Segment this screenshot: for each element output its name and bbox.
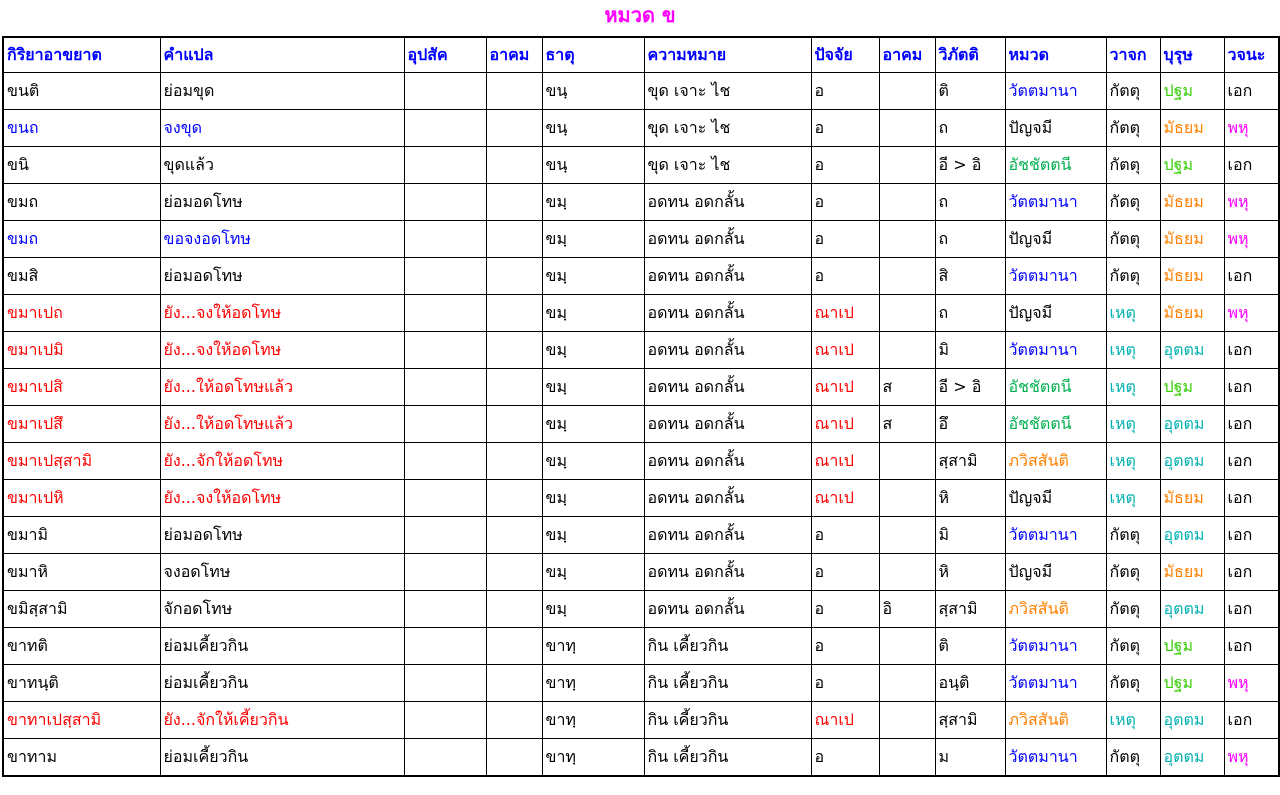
column-header: วิภัตติ — [935, 37, 1005, 73]
table-cell: หิ — [935, 554, 1005, 591]
table-cell: อ — [811, 184, 879, 221]
table-cell: ขนฺ — [542, 73, 644, 110]
table-cell: มัธยม — [1160, 221, 1224, 258]
table-cell — [486, 184, 542, 221]
table-cell: อ — [811, 517, 879, 554]
table-cell — [404, 443, 486, 480]
table-cell: จงขุด — [160, 110, 404, 147]
table-cell: พหุ — [1224, 110, 1279, 147]
table-cell: อดทน อดกลั้น — [644, 517, 811, 554]
table-cell: ภวิสสันติ — [1005, 443, 1106, 480]
table-cell — [879, 110, 935, 147]
table-cell: ยัง...จงให้อดโทษ — [160, 295, 404, 332]
table-cell: อัชชัตตนี — [1005, 369, 1106, 406]
table-cell: สฺสามิ — [935, 443, 1005, 480]
table-cell: ย่อมอดโทษ — [160, 184, 404, 221]
table-cell: กัตตุ — [1106, 258, 1160, 295]
table-cell: ยัง...ให้อดโทษแล้ว — [160, 369, 404, 406]
table-cell: ปฐม — [1160, 628, 1224, 665]
table-cell: อ — [811, 73, 879, 110]
table-cell: ปัญจมี — [1005, 295, 1106, 332]
table-cell: มิ — [935, 332, 1005, 369]
table-cell: กิน เคี้ยวกิน — [644, 702, 811, 739]
table-cell: ขุด เจาะ ไช — [644, 147, 811, 184]
table-cell: ณาเป — [811, 443, 879, 480]
column-header: วาจก — [1106, 37, 1160, 73]
table-cell — [879, 295, 935, 332]
table-cell: ขุด เจาะ ไช — [644, 110, 811, 147]
table-cell — [404, 628, 486, 665]
table-cell: สฺสามิ — [935, 702, 1005, 739]
table-cell: กัตตุ — [1106, 73, 1160, 110]
column-header: อาคม — [879, 37, 935, 73]
table-cell — [879, 739, 935, 777]
table-cell: ขมสิ — [3, 258, 160, 295]
table-cell — [486, 258, 542, 295]
table-cell: อดทน อดกลั้น — [644, 258, 811, 295]
table-cell — [404, 110, 486, 147]
table-row — [3, 258, 1279, 295]
column-header: ความหมาย — [644, 37, 811, 73]
table-cell: ย่อมอดโทษ — [160, 258, 404, 295]
table-cell — [486, 665, 542, 702]
table-cell: อดทน อดกลั้น — [644, 332, 811, 369]
table-cell — [879, 147, 935, 184]
table-cell — [486, 702, 542, 739]
table-cell: กัตตุ — [1106, 554, 1160, 591]
table-cell: สิ — [935, 258, 1005, 295]
table-cell — [404, 702, 486, 739]
table-cell — [486, 554, 542, 591]
table-row — [3, 184, 1279, 221]
table-cell: อนฺติ — [935, 665, 1005, 702]
table-cell: ณาเป — [811, 480, 879, 517]
table-cell — [486, 443, 542, 480]
table-cell: ณาเป — [811, 369, 879, 406]
table-cell: วัตตมานา — [1005, 517, 1106, 554]
table-cell: ภวิสสันติ — [1005, 591, 1106, 628]
table-cell: อุตตม — [1160, 702, 1224, 739]
table-row — [3, 369, 1279, 406]
table-cell: เหตุ — [1106, 406, 1160, 443]
table-cell: ยัง...จักให้เคี้ยวกิน — [160, 702, 404, 739]
table-cell: อ — [811, 110, 879, 147]
table-cell — [879, 554, 935, 591]
table-cell: ปฐม — [1160, 147, 1224, 184]
table-cell: ปฐม — [1160, 73, 1224, 110]
table-cell: ปัญจมี — [1005, 110, 1106, 147]
table-cell — [404, 147, 486, 184]
table-cell: อี > อิ — [935, 369, 1005, 406]
table-cell: ขมฺ — [542, 332, 644, 369]
table-cell: เอก — [1224, 258, 1279, 295]
table-cell: เอก — [1224, 702, 1279, 739]
table-cell: กัตตุ — [1106, 184, 1160, 221]
table-cell: ขมาเปมิ — [3, 332, 160, 369]
table-cell — [404, 554, 486, 591]
table-cell: ขาทนฺติ — [3, 665, 160, 702]
table-cell: สฺสามิ — [935, 591, 1005, 628]
table-cell: ยัง...จักให้อดโทษ — [160, 443, 404, 480]
table-cell: ขาทฺ — [542, 665, 644, 702]
table-cell: ขุดแล้ว — [160, 147, 404, 184]
table-cell — [404, 258, 486, 295]
table-cell — [486, 221, 542, 258]
table-cell: ขนถ — [3, 110, 160, 147]
table-cell: เอก — [1224, 73, 1279, 110]
table-cell: มัธยม — [1160, 258, 1224, 295]
table-cell — [486, 369, 542, 406]
table-cell: ขมถ — [3, 221, 160, 258]
table-cell: ขมฺ — [542, 369, 644, 406]
table-cell — [486, 739, 542, 777]
table-cell — [879, 517, 935, 554]
table-cell — [486, 332, 542, 369]
table-cell: กัตตุ — [1106, 739, 1160, 777]
table-cell: เอก — [1224, 147, 1279, 184]
table-cell: อึ — [935, 406, 1005, 443]
table-cell — [404, 517, 486, 554]
table-cell — [486, 517, 542, 554]
table-row — [3, 702, 1279, 739]
table-cell: กัตตุ — [1106, 517, 1160, 554]
table-cell: วัตตมานา — [1005, 73, 1106, 110]
table-cell: ขมาเปสฺสามิ — [3, 443, 160, 480]
table-cell: อุตตม — [1160, 517, 1224, 554]
table-cell: วัตตมานา — [1005, 665, 1106, 702]
table-cell — [486, 110, 542, 147]
table-cell: เอก — [1224, 332, 1279, 369]
table-cell — [879, 221, 935, 258]
table-cell: อดทน อดกลั้น — [644, 184, 811, 221]
table-cell: ขมฺ — [542, 184, 644, 221]
table-row — [3, 665, 1279, 702]
column-header: บุรุษ — [1160, 37, 1224, 73]
table-cell: พหุ — [1224, 739, 1279, 777]
table-cell: มัธยม — [1160, 110, 1224, 147]
table-cell: เหตุ — [1106, 332, 1160, 369]
table-cell: ย่อมเคี้ยวกิน — [160, 739, 404, 777]
table-cell: ขมาหิ — [3, 554, 160, 591]
table-cell — [879, 628, 935, 665]
table-cell: พหุ — [1224, 665, 1279, 702]
table-cell — [486, 295, 542, 332]
table-cell — [486, 480, 542, 517]
table-cell: เอก — [1224, 517, 1279, 554]
table-cell: มัธยม — [1160, 184, 1224, 221]
table-cell — [879, 665, 935, 702]
table-cell: ณาเป — [811, 295, 879, 332]
column-header: หมวด — [1005, 37, 1106, 73]
table-cell — [486, 628, 542, 665]
table-cell: ยัง...จงให้อดโทษ — [160, 332, 404, 369]
table-cell: อ — [811, 665, 879, 702]
table-cell: วัตตมานา — [1005, 184, 1106, 221]
table-cell: ติ — [935, 73, 1005, 110]
table-cell: ขมาเปสึ — [3, 406, 160, 443]
table-cell: ยัง...ให้อดโทษแล้ว — [160, 406, 404, 443]
table-cell — [486, 591, 542, 628]
table-cell: ม — [935, 739, 1005, 777]
table-cell: อดทน อดกลั้น — [644, 369, 811, 406]
table-row — [3, 628, 1279, 665]
table-cell: เอก — [1224, 591, 1279, 628]
table-cell: มัธยม — [1160, 480, 1224, 517]
table-cell: มิ — [935, 517, 1005, 554]
table-cell: อัชชัตตนี — [1005, 406, 1106, 443]
table-cell: ภวิสสันติ — [1005, 702, 1106, 739]
table-cell: ยัง...จงให้อดโทษ — [160, 480, 404, 517]
table-cell: อ — [811, 221, 879, 258]
table-row — [3, 554, 1279, 591]
table-row — [3, 591, 1279, 628]
page-title: หมวด ข — [604, 3, 676, 27]
table-cell — [879, 258, 935, 295]
table-cell: ย่อมอดโทษ — [160, 517, 404, 554]
table-cell: กิน เคี้ยวกิน — [644, 628, 811, 665]
table-cell: อดทน อดกลั้น — [644, 406, 811, 443]
table-cell — [404, 665, 486, 702]
table-cell: มัธยม — [1160, 554, 1224, 591]
table-cell: ณาเป — [811, 406, 879, 443]
table-cell: วัตตมานา — [1005, 739, 1106, 777]
table-cell: มัธยม — [1160, 295, 1224, 332]
table-cell: เอก — [1224, 554, 1279, 591]
column-header: อุปสัค — [404, 37, 486, 73]
table-cell: อดทน อดกลั้น — [644, 443, 811, 480]
table-row — [3, 480, 1279, 517]
table-cell: ขมฺ — [542, 295, 644, 332]
table-cell: เหตุ — [1106, 443, 1160, 480]
table-cell: ขาทฺ — [542, 628, 644, 665]
table-cell: อุตตม — [1160, 406, 1224, 443]
table-cell: ขมฺ — [542, 443, 644, 480]
table-cell: ปัญจมี — [1005, 221, 1106, 258]
table-cell: ขมฺ — [542, 591, 644, 628]
table-cell: อ — [811, 554, 879, 591]
table-cell: ขมฺ — [542, 480, 644, 517]
table-body — [3, 73, 1279, 777]
table-cell: ขมามิ — [3, 517, 160, 554]
table-cell: เอก — [1224, 480, 1279, 517]
table-cell: เหตุ — [1106, 369, 1160, 406]
table-cell — [404, 73, 486, 110]
table-cell: อุตตม — [1160, 332, 1224, 369]
table-cell — [404, 221, 486, 258]
table-cell: ขาทฺ — [542, 739, 644, 777]
table-cell: อี > อิ — [935, 147, 1005, 184]
table-cell: กัตตุ — [1106, 628, 1160, 665]
table-cell: ย่อมเคี้ยวกิน — [160, 628, 404, 665]
table-row — [3, 73, 1279, 110]
table-cell: กิน เคี้ยวกิน — [644, 665, 811, 702]
table-cell: อดทน อดกลั้น — [644, 221, 811, 258]
table-cell: ปัญจมี — [1005, 480, 1106, 517]
table-cell: ย่อมเคี้ยวกิน — [160, 665, 404, 702]
table-cell — [879, 73, 935, 110]
table-cell: เหตุ — [1106, 702, 1160, 739]
table-cell: ขาทติ — [3, 628, 160, 665]
table-cell: ถ — [935, 221, 1005, 258]
table-cell — [879, 480, 935, 517]
table-cell: พหุ — [1224, 221, 1279, 258]
table-cell: ขนิ — [3, 147, 160, 184]
table-cell — [404, 480, 486, 517]
table-cell — [879, 332, 935, 369]
table-cell: ขมฺ — [542, 221, 644, 258]
table-cell: ขาทาม — [3, 739, 160, 777]
column-header: อาคม — [486, 37, 542, 73]
table-cell: ส — [879, 406, 935, 443]
table-cell: อัชชัตตนี — [1005, 147, 1106, 184]
table-cell — [404, 184, 486, 221]
table-cell: ขมิสฺสามิ — [3, 591, 160, 628]
table-row — [3, 406, 1279, 443]
table-cell: เอก — [1224, 443, 1279, 480]
table-cell: พหุ — [1224, 184, 1279, 221]
table-cell: ขนฺ — [542, 147, 644, 184]
table-cell: ขนติ — [3, 73, 160, 110]
header-row — [3, 37, 1279, 73]
table-cell — [879, 184, 935, 221]
table-cell — [486, 406, 542, 443]
table-cell: ปฐม — [1160, 369, 1224, 406]
column-header: กิริยาอาขยาต — [3, 37, 160, 73]
table-cell: ขมาเปถ — [3, 295, 160, 332]
table-cell — [404, 406, 486, 443]
column-header: วจนะ — [1224, 37, 1279, 73]
table-row — [3, 295, 1279, 332]
table-cell: ส — [879, 369, 935, 406]
table-row — [3, 517, 1279, 554]
table-cell: อุตตม — [1160, 591, 1224, 628]
table-cell: กัตตุ — [1106, 221, 1160, 258]
table-cell: จักอดโทษ — [160, 591, 404, 628]
table-cell: ถ — [935, 184, 1005, 221]
table-cell: ขมฺ — [542, 406, 644, 443]
table-cell: อ — [811, 739, 879, 777]
table-cell: เอก — [1224, 369, 1279, 406]
table-cell: อดทน อดกลั้น — [644, 295, 811, 332]
table-cell — [404, 739, 486, 777]
table-cell — [879, 443, 935, 480]
table-cell: ปัญจมี — [1005, 554, 1106, 591]
column-header: ปัจจัย — [811, 37, 879, 73]
table-cell: ขาทาเปสฺสามิ — [3, 702, 160, 739]
table-cell: ขมฺ — [542, 258, 644, 295]
table-cell: ปฐม — [1160, 665, 1224, 702]
table-cell: ถ — [935, 295, 1005, 332]
table-cell: ขมฺ — [542, 554, 644, 591]
table-cell: กัตตุ — [1106, 110, 1160, 147]
table-cell: ขาทฺ — [542, 702, 644, 739]
table-cell: ขนฺ — [542, 110, 644, 147]
table-cell: กัตตุ — [1106, 147, 1160, 184]
table-row — [3, 110, 1279, 147]
table-cell: อ — [811, 147, 879, 184]
table-cell: ขมถ — [3, 184, 160, 221]
table-cell: อ — [811, 628, 879, 665]
table-cell: พหุ — [1224, 295, 1279, 332]
table-cell — [486, 73, 542, 110]
table-cell: กิน เคี้ยวกิน — [644, 739, 811, 777]
table-cell: ติ — [935, 628, 1005, 665]
table-cell — [879, 702, 935, 739]
table-row — [3, 332, 1279, 369]
table-cell: อดทน อดกลั้น — [644, 591, 811, 628]
table-cell: วัตตมานา — [1005, 332, 1106, 369]
table-cell: ณาเป — [811, 702, 879, 739]
table-cell: กัตตุ — [1106, 591, 1160, 628]
table-cell: ย่อมขุด — [160, 73, 404, 110]
table-cell: อดทน อดกลั้น — [644, 480, 811, 517]
table-cell — [404, 332, 486, 369]
table-cell: เหตุ — [1106, 295, 1160, 332]
table-cell: ขมฺ — [542, 517, 644, 554]
table-row — [3, 739, 1279, 777]
table-cell: กัตตุ — [1106, 665, 1160, 702]
table-cell — [404, 295, 486, 332]
table-cell: จงอดโทษ — [160, 554, 404, 591]
table-cell: ขมาเปหิ — [3, 480, 160, 517]
table-cell: ถ — [935, 110, 1005, 147]
table-cell: หิ — [935, 480, 1005, 517]
table-cell: ขมาเปสิ — [3, 369, 160, 406]
table-cell: ขอจงอดโทษ — [160, 221, 404, 258]
table-cell: อุตตม — [1160, 739, 1224, 777]
table-cell: ณาเป — [811, 332, 879, 369]
table-cell — [404, 591, 486, 628]
table-cell: อิ — [879, 591, 935, 628]
table-cell: อดทน อดกลั้น — [644, 554, 811, 591]
column-header: ธาตุ — [542, 37, 644, 73]
table-cell: ขุด เจาะ ไช — [644, 73, 811, 110]
table-row — [3, 443, 1279, 480]
table-cell: วัตตมานา — [1005, 628, 1106, 665]
table-cell: วัตตมานา — [1005, 258, 1106, 295]
column-header: คำแปล — [160, 37, 404, 73]
table-cell: เหตุ — [1106, 480, 1160, 517]
table-cell: อ — [811, 591, 879, 628]
table-row — [3, 221, 1279, 258]
table-cell: อ — [811, 258, 879, 295]
table-row — [3, 147, 1279, 184]
table-cell — [486, 147, 542, 184]
table-cell: อุตตม — [1160, 443, 1224, 480]
table-cell — [404, 369, 486, 406]
table-cell: เอก — [1224, 406, 1279, 443]
conjugation-table — [2, 36, 1280, 777]
table-cell: เอก — [1224, 628, 1279, 665]
